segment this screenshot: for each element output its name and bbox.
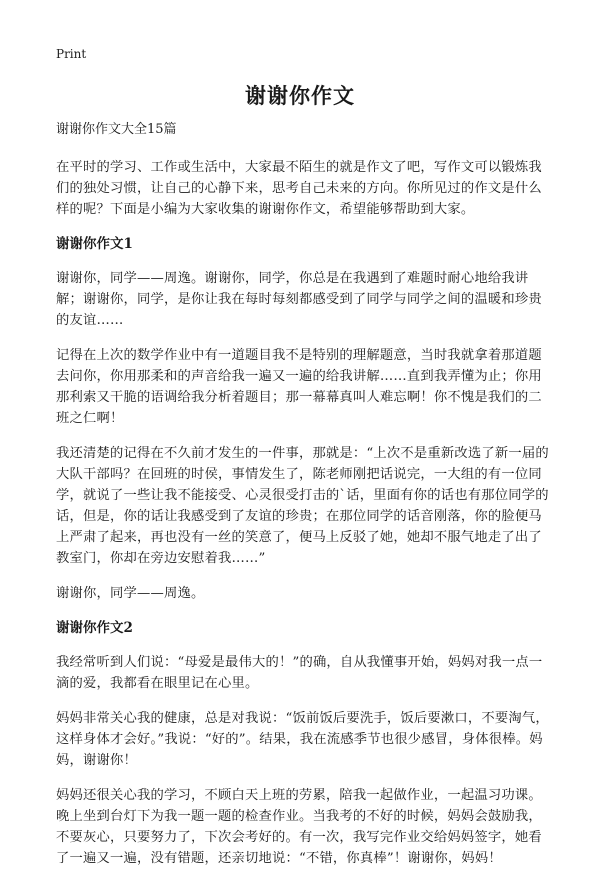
section-heading: 谢谢你作文2 <box>56 620 133 636</box>
intro-paragraph: 在平时的学习、工作或生活中，大家最不陌生的就是作文了吧，写作文可以锻炼我们的独处习惯，让自己的心静下来，思考自己未来的方向。你所见过的作文是什么样的呢？下面是小编为大家收集的谢谢你作文，希望能够帮助到大家。 <box>56 160 542 217</box>
page-title: 谢谢你作文 <box>245 83 355 108</box>
paragraph: 谢谢你，同学——周逸。谢谢你，同学，你总是在我遇到了难题时耐心地给我讲解；谢谢你，同学，是你让我在每时每刻都感受到了同学与同学之间的温暖和珍贵的友谊…… <box>56 271 542 328</box>
paragraph: 我经常听到人们说：“母爱是最伟大的！”的确，自从我懂事开始，妈妈对我一点一滴的爱，我都看在眼里记在心里。 <box>56 655 543 691</box>
paragraph: 我还清楚的记得在不久前才发生的一件事，那就是：“上次不是重新改选了新一届的大队干部吗？在回班的时侯，事情发生了，陈老师刚把话说完，一大组的有一位同学，就说了一些让我不能接受、心灵很受打击的`话，里面有你的话也有那位同学的话，但是，你的话让我感受到了友谊的珍贵；在那位同学的话音刚落，你的脸便马上严肃了起来，再也没有一丝的笑意了，便马上反驳了她，她却不服气地走了出了教室门，你却在旁边安慰着我……” <box>56 446 549 566</box>
paragraph: 谢谢你，同学——周逸。 <box>56 586 205 601</box>
article-body <box>56 121 552 883</box>
article-subtitle: 谢谢你作文大全15篇 <box>56 122 177 137</box>
section-heading: 谢谢你作文1 <box>56 236 133 252</box>
print-link[interactable]: Print <box>56 47 87 61</box>
paragraph: 妈妈非常关心我的健康，总是对我说：“饭前饭后要洗手，饭后要漱口，不要淘气，这样身体才会好。”我说：“好的”。结果，我在流感季节也很少感冒，身体很棒。妈妈，谢谢你！ <box>56 711 549 768</box>
paragraph: 记得在上次的数学作业中有一道题目我不是特别的理解题意，当时我就拿着那道题去问你，你用那柔和的声音给我一遍又一遍的给我讲解……直到我弄懂为止；你用那利索又干脆的语调给我分析着题目；那一幕幕真叫人难忘啊！你不愧是我们的二班之仁啊！ <box>56 348 542 426</box>
paragraph: 妈妈还很关心我的学习，不顾白天上班的劳累，陪我一起做作业，一起温习功课。晚上坐到台灯下为我一题一题的检查作业。当我考的不好的时候，妈妈会鼓励我，不要灰心，只要努力了，下次会考好的。有一次，我写完作业交给妈妈签字，她看了一遍又一遍，没有错题，还亲切地说：“不错，你真棒”！谢谢你，妈妈！ <box>56 788 542 866</box>
